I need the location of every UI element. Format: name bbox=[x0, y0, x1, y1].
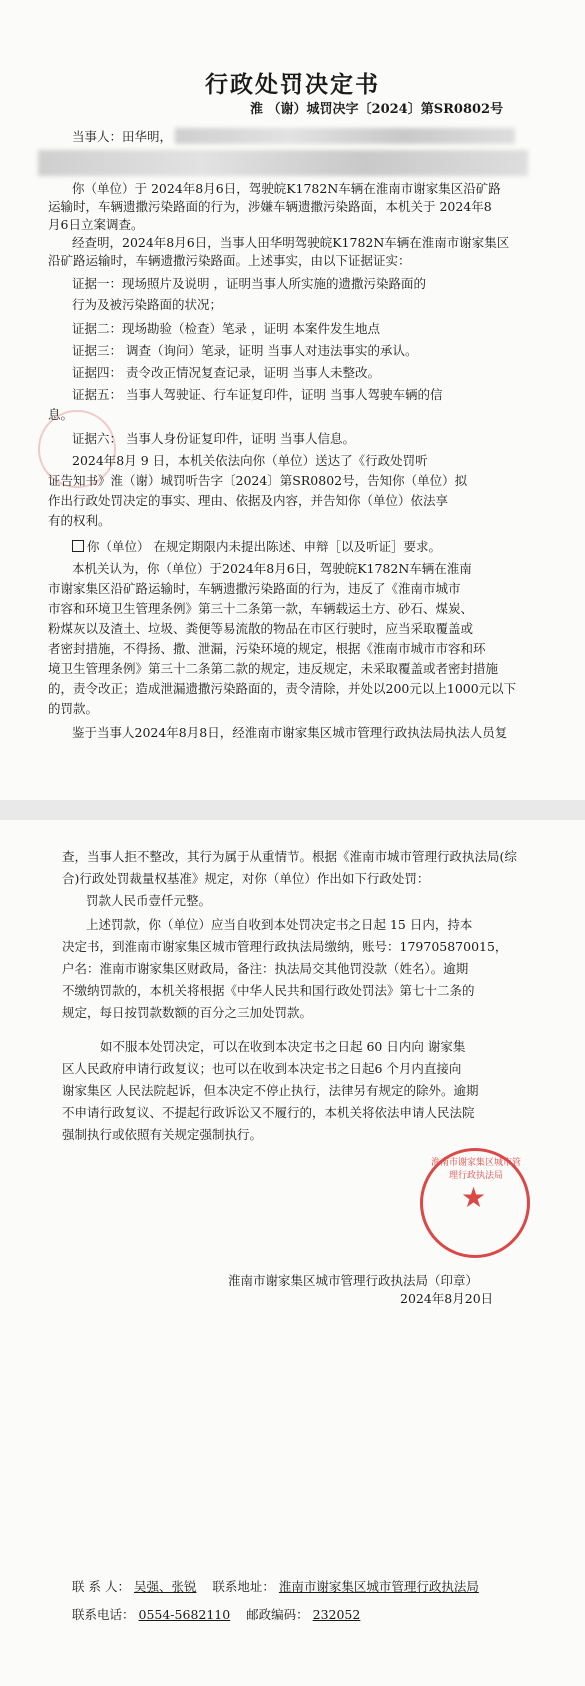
phone-row bbox=[72, 1606, 532, 1623]
postcode-value: 232052 bbox=[312, 1607, 361, 1622]
page1-text-line: 经查明，2024年8月6日，当事人田华明驾驶皖K1782N车辆在淮南市谢家集区 bbox=[72, 235, 510, 250]
phone-value: 0554-5682110 bbox=[138, 1607, 231, 1622]
page1-text-line: 息。 bbox=[48, 407, 74, 422]
page2-text-line: 合)行政处罚裁量权基准》规定，对你（单位）作出如下行政处罚： bbox=[62, 871, 430, 886]
page2-text-line: 如不服本处罚决定，可以在收到本决定书之日起 60 日内向 谢家集 bbox=[100, 1039, 466, 1054]
page1-text-line: 粉煤灰以及渣土、垃圾、粪便等易流散的物品在市区行驶时，应当采取覆盖或 bbox=[48, 621, 474, 636]
page1-text-line: 境卫生管理条例》第三十二条第二款的规定，违反规定，未采取覆盖或者密封措施 bbox=[48, 661, 499, 676]
page1-text-line: 证据三： 调查（询问）笔录，证明 当事人对违法事实的承认。 bbox=[72, 343, 418, 358]
page1-text-line: 证据六： 当事人身份证复印件，证明 当事人信息。 bbox=[72, 431, 355, 446]
redacted-block bbox=[38, 150, 528, 176]
page1-text-line: 你（单位） 在规定期限内未提出陈述、申辩［以及听证］要求。 bbox=[72, 538, 572, 555]
page1-text-line: 证告知书》淮（谢）城罚听告字〔2024〕第SR0802号，告知你（单位）拟 bbox=[48, 473, 468, 488]
page1-text-line: 的罚款。 bbox=[48, 701, 99, 716]
document-page-1 bbox=[0, 0, 585, 800]
page2-text-line: 不申请行政复议、不提起行政诉讼又不履行的，本机关将依法申请人民法院 bbox=[62, 1105, 475, 1120]
page1-text-line: 月6日立案调查。 bbox=[48, 217, 144, 232]
page1-text-line: 市谢家集区沿矿路运输时，车辆遗撒污染路面的行为，违反了《淮南市城市 bbox=[48, 581, 461, 596]
document-title: 行政处罚决定书 bbox=[205, 71, 380, 98]
page2-text-line: 上述罚款，你（单位）应当自收到本处罚决定书之日起 15 日内，持本 bbox=[86, 917, 473, 932]
address-value: 淮南市谢家集区城市管理行政执法局 bbox=[278, 1579, 479, 1594]
seal-text: 淮南市谢家集区城市管理行政执法局 bbox=[431, 1158, 522, 1181]
page1-text-line: 有的权利。 bbox=[48, 513, 111, 528]
page1-text-line: 行为及被污染路面的状况； bbox=[72, 297, 223, 312]
seal-star-icon: ★ bbox=[461, 1181, 487, 1214]
official-seal bbox=[420, 1148, 530, 1258]
page1-text-line: 运输时，车辆遗撒污染路面的行为，涉嫌车辆遗撒污染路面，本机关于 2024年8 bbox=[48, 199, 492, 214]
page2-text-line: 谢家集区 人民法院起诉，但本决定不停止执行，法律另有规定的除外。逾期 bbox=[62, 1083, 479, 1098]
page1-text-line: 鉴于当事人2024年8月8日，经淮南市谢家集区城市管理行政执法局执法人员复 bbox=[72, 725, 508, 740]
page2-text-line: 强制执行或依照有关规定强制执行。 bbox=[62, 1127, 263, 1142]
page2-text-line: 区人民政府申请行政复议；也可以在收到本决定书之日起6 个月内直接向 bbox=[62, 1061, 462, 1076]
page1-text-line: 2024年8月 9 日，本机关依法向你（单位）送达了《行政处罚听 bbox=[72, 453, 428, 468]
page1-text-line: 作出行政处罚决定的事实、理由、依据及内容，并告知你（单位）依法享 bbox=[48, 493, 449, 508]
page2-text-line: 查，当事人拒不整改，其行为属于从重情节。根据《淮南市城市管理行政执法局(综 bbox=[62, 849, 517, 864]
address-label: 联系地址： bbox=[212, 1579, 275, 1594]
signature-agency: 淮南市谢家集区城市管理行政执法局（印章） bbox=[228, 1273, 479, 1288]
page1-text-line: 你（单位）于 2024年8月6日，驾驶皖K1782N车辆在淮南市谢家集区沿矿路 bbox=[72, 181, 501, 196]
page2-text-line: 不缴纳罚款的，本机关将根据《中华人民共和国行政处罚法》第七十二条的 bbox=[62, 983, 475, 998]
checkbox-icon bbox=[72, 540, 84, 552]
page1-text-line: 证据五： 当事人驾驶证、行车证复印件，证明 当事人驾驶车辆的信 bbox=[72, 387, 443, 402]
signature-date: 2024年8月20日 bbox=[400, 1291, 494, 1306]
contact-value: 吴强、张锐 bbox=[133, 1579, 197, 1594]
page1-text-line: 的，责令改正；造成泄漏遗撒污染路面的，责令清除，并处以200元以上1000元以下 bbox=[48, 681, 517, 696]
page1-text-line: 市容和环境卫生管理条例》第三十二条第一款，车辆载运土方、砂石、煤炭、 bbox=[48, 601, 474, 616]
phone-label: 联系电话： bbox=[72, 1607, 135, 1622]
page1-text-line: 证据四： 责令改正情况复查记录，证明 当事人未整改。 bbox=[72, 365, 380, 380]
page2-text-line: 决定书，到淮南市谢家集区城市管理行政执法局缴纳，账号：179705870015， bbox=[62, 939, 508, 954]
contact-row bbox=[72, 1578, 532, 1595]
page1-text-line: 当事人：田华明， bbox=[72, 129, 173, 144]
postcode-label: 邮政编码： bbox=[246, 1607, 309, 1622]
page1-text-line: 证据一：现场照片及说明 ，证明当事人所实施的遗撒污染路面的 bbox=[72, 276, 426, 291]
page2-text-line: 罚款人民币壹仟元整。 bbox=[86, 893, 212, 908]
page1-text-line: 者密封措施，不得扬、撒、泄漏，污染环境的规定，根据《淮南市城市市容和环 bbox=[48, 641, 486, 656]
page2-text-line: 户名：淮南市谢家集区财政局，备注：执法局交其他罚没款（姓名）。逾期 bbox=[62, 961, 469, 976]
page2-text-line: 规定，每日按罚款数额的百分之三加处罚款。 bbox=[62, 1005, 313, 1020]
document-number: 淮 （谢）城罚决字〔2024〕第SR0802号 bbox=[250, 102, 504, 117]
page1-text-line: 证据二：现场勘验（检查）笔录 ，证明 本案件发生地点 bbox=[72, 321, 380, 336]
page1-text-line: 本机关认为，你（单位）于2024年8月6日，驾驶皖K1782N车辆在淮南 bbox=[72, 561, 472, 576]
page1-text-line: 沿矿路运输时，车辆遗撒污染路面。上述事实，由以下证据证实： bbox=[48, 253, 411, 268]
contact-label: 联 系 人： bbox=[72, 1579, 130, 1594]
